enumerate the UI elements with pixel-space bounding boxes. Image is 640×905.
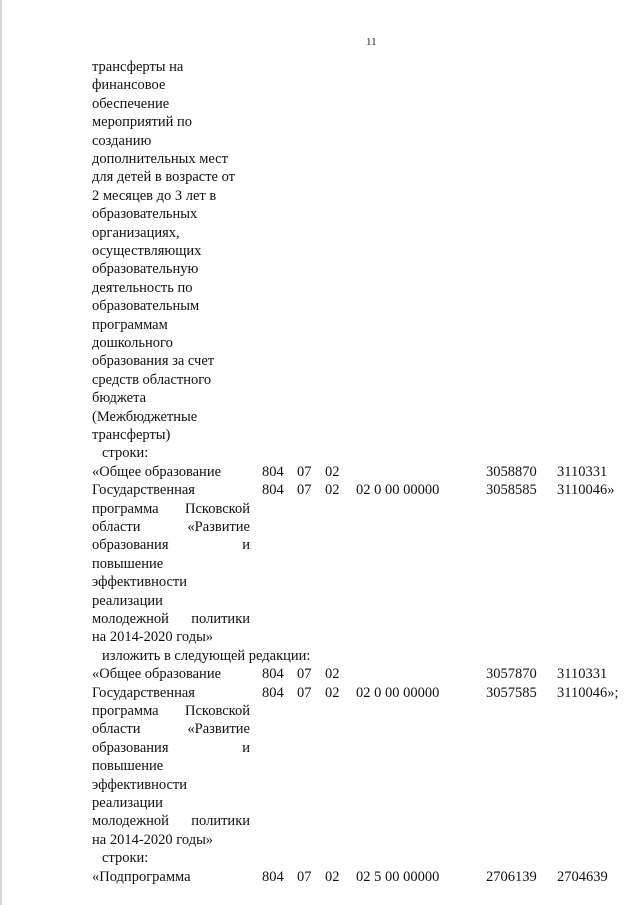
- section-code: 07: [297, 463, 312, 480]
- name-word: программа: [92, 500, 159, 517]
- amount-year-1: 3058585: [486, 482, 537, 499]
- name-word: эффективности: [92, 574, 187, 591]
- name-word: реализации: [92, 795, 163, 811]
- name-word: «Развитие: [187, 519, 250, 535]
- name-word: молодежной: [92, 813, 169, 830]
- page-number: 11: [366, 36, 377, 48]
- target-article-code: 02 5 00 00000: [356, 868, 440, 885]
- program-name-line: [92, 481, 195, 499]
- text-line: финансовое: [92, 77, 166, 94]
- program-name-line: [92, 536, 250, 554]
- section-code: 07: [297, 684, 312, 701]
- text-line: мероприятий по: [92, 114, 193, 131]
- name-word: Государственная: [92, 482, 195, 499]
- subsection-code: 02: [325, 482, 340, 499]
- scan-edge: [0, 0, 2, 905]
- subsection-code: 02: [325, 684, 340, 701]
- text-line: обеспечение: [92, 95, 170, 112]
- name-word: области: [92, 519, 141, 535]
- text-line: (Межбюджетные: [92, 408, 198, 425]
- program-name-line: [92, 500, 250, 518]
- section-code: 07: [297, 666, 312, 683]
- name-word: области: [92, 721, 141, 738]
- amount-year-1: 2706139: [486, 868, 537, 885]
- name-word: эффективности: [92, 776, 187, 793]
- grbs-code: 804: [262, 463, 284, 480]
- amount-year-2: 2704639: [557, 868, 608, 885]
- text-line: образовательным: [92, 298, 200, 315]
- instruction-rows: строки:: [102, 445, 149, 462]
- amount-year-2: 3110046»: [557, 482, 615, 499]
- name-word: образования: [92, 537, 169, 554]
- text-line: осуществляющих: [92, 243, 202, 259]
- name-word: образования: [92, 739, 169, 756]
- text-line: созданию: [92, 132, 152, 149]
- section-code: 07: [297, 482, 312, 499]
- instruction-rows: строки:: [102, 850, 149, 867]
- subsection-code: 02: [325, 463, 340, 480]
- row-general-education-name: «Общее образование: [92, 666, 222, 683]
- program-name-line: [92, 720, 250, 738]
- text-line: дополнительных мест: [92, 151, 228, 167]
- name-word: Государственная: [92, 684, 195, 701]
- text-line: программам: [92, 316, 168, 333]
- text-line: трансферты): [92, 427, 171, 443]
- name-word: Псковской: [185, 703, 250, 719]
- program-name-line: [92, 592, 163, 610]
- program-name-line: [92, 812, 250, 830]
- subsection-code: 02: [325, 666, 340, 683]
- instruction-new-edition: изложить в следующей редакции:: [102, 647, 311, 664]
- text-line: трансферты на: [92, 59, 184, 75]
- text-line: образовательных: [92, 206, 198, 223]
- amount-year-1: 3057870: [486, 666, 537, 683]
- subsection-code: 02: [325, 868, 340, 885]
- program-name-line: [92, 702, 250, 720]
- text-line: организациях,: [92, 224, 180, 241]
- program-name-line: [92, 518, 250, 536]
- text-line: образования за счет: [92, 353, 215, 370]
- target-article-code: 02 0 00 00000: [356, 684, 440, 701]
- name-word: повышение: [92, 555, 164, 572]
- section-code: 07: [297, 868, 312, 885]
- program-name-line: [92, 628, 213, 646]
- name-word: «Развитие: [187, 721, 250, 738]
- program-name-line: [92, 757, 163, 775]
- program-name-line: [92, 573, 187, 591]
- row-subprogram-name: «Подпрограмма: [92, 868, 191, 885]
- text-line: для детей в возрасте от: [92, 169, 235, 186]
- program-name-line: [92, 776, 187, 794]
- name-word: программа: [92, 703, 159, 719]
- row-general-education-name: «Общее образование: [92, 463, 222, 480]
- text-line: бюджета: [92, 390, 147, 407]
- name-word: политики: [191, 813, 250, 830]
- name-word: и: [242, 537, 250, 554]
- program-name-line: [92, 739, 250, 757]
- grbs-code: 804: [262, 482, 284, 499]
- grbs-code: 804: [262, 666, 284, 683]
- name-word: Псковской: [185, 500, 250, 517]
- name-word: политики: [191, 611, 250, 627]
- amount-year-1: 3057585: [486, 684, 537, 701]
- name-word: молодежной: [92, 611, 169, 627]
- text-line: образовательную: [92, 261, 199, 278]
- target-article-code: 02 0 00 00000: [356, 482, 440, 499]
- amount-year-2: 3110331: [557, 463, 608, 480]
- program-name-line: [92, 794, 163, 812]
- name-word: повышение: [92, 758, 164, 775]
- amount-year-2: 3110331: [557, 666, 608, 683]
- text-line: деятельность по: [92, 279, 193, 296]
- text-line: 2 месяцев до 3 лет в: [92, 187, 217, 204]
- grbs-code: 804: [262, 868, 284, 885]
- name-word: на 2014-2020 годы»: [92, 629, 214, 646]
- program-name-line: [92, 831, 213, 849]
- text-line: дошкольного: [92, 335, 173, 351]
- program-name-line: [92, 555, 163, 573]
- program-name-line: [92, 610, 250, 628]
- program-name-line: [92, 684, 195, 702]
- amount-year-2: 3110046»;: [557, 684, 619, 701]
- text-line: средств областного: [92, 371, 212, 388]
- name-word: на 2014-2020 годы»: [92, 831, 214, 848]
- name-word: и: [242, 739, 250, 756]
- name-word: реализации: [92, 592, 163, 609]
- amount-year-1: 3058870: [486, 463, 537, 480]
- grbs-code: 804: [262, 684, 284, 701]
